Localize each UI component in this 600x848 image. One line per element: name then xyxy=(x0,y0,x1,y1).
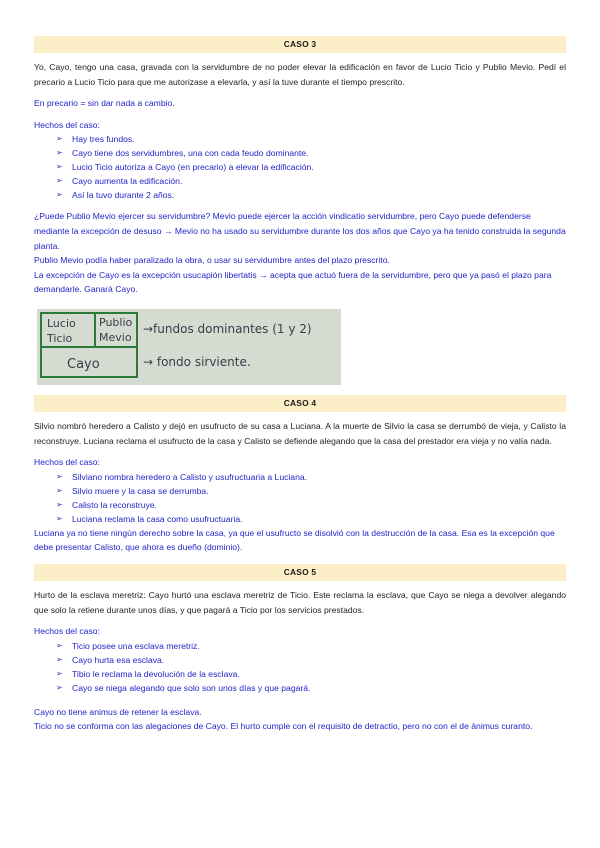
case-3-header: CASO 3 xyxy=(34,36,566,53)
case-4-intro: Silvio nombró heredero a Calisto y dejó en usufructo de su casa a Luciana. A la muerte de Silvio la casa se derrumbó de vieja, y Calisto la reconstruye. Luciana reclama el usufructo de la casa y Calisto se defiende alegando que la casa del prestador era vieja y no valía nada. xyxy=(34,420,566,446)
case-3-question: ¿Puede Publio Mevio ejercer su servidumbre? Mevio puede ejercer la acción vindicatio servidumbre, pero Cayo puede defenderse mediante la excepción de desuso → Mevio no ha usado su servidumbre durante los dos años que Cayo ya ha tenido construida la segunda planta. xyxy=(34,211,566,251)
case-5-conclusion-1: Cayo no tiene animus de retener la esclava. xyxy=(34,706,202,717)
case-3-precario-note: En precario = sin dar nada a cambio. xyxy=(34,98,175,109)
bullet-arrow-icon: ➢ xyxy=(56,190,63,200)
case-3-intro: Yo, Cayo, tengo una casa, gravada con la servidumbre de no poder elevar la edificación en favor de Lucio Ticio y Publio Mevio. Pedí el precario a Lucio Ticio para que me autorizase a elevarla, y así la tuve durante el tiempo prescrito. xyxy=(34,62,566,87)
list-item: ➢ Cayo tiene dos servidumbres, una con cada feudo dominante. xyxy=(56,148,309,159)
photo-cell-publio-mevio: Publio Mevio xyxy=(99,315,133,344)
list-item: ➢ Cayo hurta esa esclava. xyxy=(56,654,165,665)
list-item: ➢ Tibio le reclama la devolución de la esclava. xyxy=(56,668,240,679)
case-3-hechos-label: Hechos del caso: xyxy=(34,119,100,130)
case-5-hechos-label: Hechos del caso: xyxy=(34,626,100,637)
bullet-arrow-icon: ➢ xyxy=(56,134,63,144)
bullet-arrow-icon: ➢ xyxy=(56,682,63,692)
case-5-header: CASO 5 xyxy=(34,564,566,581)
list-item: ➢ Silvio muere y la casa se derrumba. xyxy=(56,485,209,496)
bullet-arrow-icon: ➢ xyxy=(56,176,63,186)
list-item: ➢ Lucio Ticio autoriza a Cayo (en precario) a elevar la edificación. xyxy=(56,162,314,173)
bullet-arrow-icon: ➢ xyxy=(56,499,63,509)
bullet-arrow-icon: ➢ xyxy=(56,654,63,664)
list-item: ➢ Silviano nombra heredero a Calisto y usufructuaria a Luciana. xyxy=(56,471,308,482)
case-4-hechos-label: Hechos del caso: xyxy=(34,457,100,468)
list-item: ➢ Calisto la reconstruye. xyxy=(56,499,158,510)
bullet-arrow-icon: ➢ xyxy=(56,485,63,495)
case-4-conclusion: Luciana ya no tiene ningún derecho sobre la casa, ya que el usufructo se disolvió con la destrucción de la casa. Esa es la excepción que debe presentar Calisto, que ahora es dueño (dominio). xyxy=(34,527,555,553)
case-4-hechos-list xyxy=(34,470,566,526)
handwritten-diagram-photo xyxy=(37,309,341,385)
bullet-arrow-icon: ➢ xyxy=(56,148,63,158)
case-3-hechos-list xyxy=(34,132,566,202)
case-5-conclusion-2: Ticio no se conforma con las alegaciones de Cayo. El hurto cumple con el requisito de detractio, pero no con el de ánimus curanto. xyxy=(34,721,533,732)
photo-cell-cayo: Cayo xyxy=(67,356,100,372)
case-3-excepcion: La excepción de Cayo es la excepción usucapión libertatis → acepta que actuó fuera de la servidumbre, pero que ya pasó el plazo para demandarle. Ganará Cayo. xyxy=(34,269,552,295)
case-3-publio-note: Publio Mevio podía haber paralizado la obra, o usar su servidumbre antes del plazo prescrito. xyxy=(34,255,390,266)
bullet-arrow-icon: ➢ xyxy=(56,513,63,523)
photo-arrow-sirviente: → fondo sirviente. xyxy=(143,354,251,369)
case-5-hechos-list xyxy=(34,639,566,695)
bullet-arrow-icon: ➢ xyxy=(56,471,63,481)
list-item: ➢ Ticio posee una esclava meretriz. xyxy=(56,640,200,651)
photo-cell-lucio-ticio: Lucio Ticio xyxy=(47,316,76,345)
case-4-header: CASO 4 xyxy=(34,395,566,412)
bullet-arrow-icon: ➢ xyxy=(56,162,63,172)
photo-arrow-dominantes: →fundos dominantes (1 y 2) xyxy=(143,321,312,336)
list-item: ➢ Cayo se niega alegando que solo son unos días y que pagará. xyxy=(56,682,311,693)
case-5-intro: Hurto de la esclava meretriz: Cayo hurtó una esclava meretriz de Ticio. Este reclama la esclava, que Cayo se niega a devolver alegando que solo la retiene durante unos días, y que pagará a Ticio por los servicios prestados. xyxy=(34,589,566,615)
bullet-arrow-icon: ➢ xyxy=(56,668,63,678)
document-page xyxy=(34,36,566,734)
list-item: ➢ Luciana reclama la casa como usufructuaria. xyxy=(56,513,243,524)
bullet-arrow-icon: ➢ xyxy=(56,640,63,650)
list-item: ➢ Hay tres fundos. xyxy=(56,134,135,145)
list-item: ➢ Así la tuvo durante 2 años. xyxy=(56,190,175,201)
list-item: ➢ Cayo aumenta la edificación. xyxy=(56,176,183,187)
